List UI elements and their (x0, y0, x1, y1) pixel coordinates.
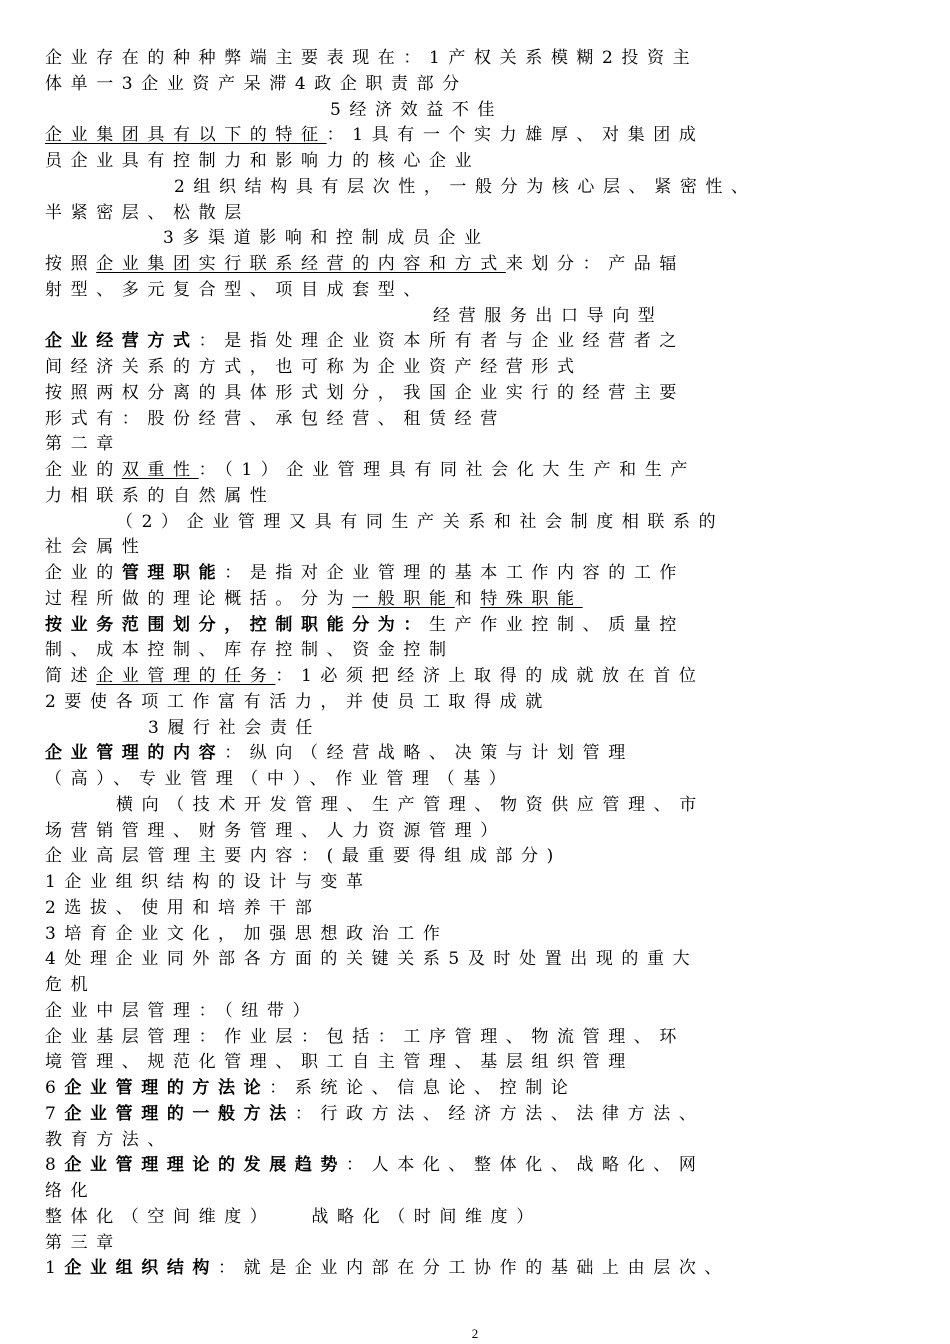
text-line (45, 459, 696, 481)
text-line (45, 1154, 704, 1176)
text-line (45, 742, 634, 764)
chapter-heading: 第二章 (45, 434, 122, 454)
text-line: 射型、多元复合型、项目成套型、 (45, 280, 429, 300)
text-line: 企业基层管理：作业层：包括：工序管理、物流管理、环 (45, 1027, 685, 1047)
page-number: 2 (471, 1326, 479, 1341)
line-text: 7 (45, 1104, 65, 1124)
text-line (45, 588, 583, 610)
text-line (45, 1257, 730, 1279)
line-text: 简述 (45, 666, 97, 686)
text-line: 企业高层管理主要内容：(最重要得组成部分) (45, 846, 562, 866)
underlined-term: 双重性 (121, 460, 199, 480)
line-text: ：就是企业内部在分工协作的基础上由层次、 (218, 1258, 731, 1278)
text-line: 危机 (45, 975, 97, 995)
text-line: 教育方法、 (45, 1130, 173, 1150)
text-line: 3履行社会责任 (148, 718, 322, 738)
bold-term: 企业管理的方法论 (64, 1078, 270, 1098)
line-text: ：1具有一个实力雄厚、对集团成 (326, 125, 705, 145)
line-text: 来划分：产品辐 (505, 254, 686, 274)
text-line (45, 124, 704, 146)
line-text: 企业的 (45, 563, 122, 583)
text-line: 2组织结构具有层次性，一般分为核心层、紧密性、 (174, 177, 757, 197)
text-line (45, 562, 685, 584)
text-line (45, 665, 704, 687)
text-line (45, 253, 685, 275)
text-line: 络化 (45, 1181, 97, 1201)
text-line: 5经济效益不佳 (330, 100, 504, 120)
bold-term: 管理职能 (121, 563, 225, 583)
text-line: 企业存在的种种弊端主要表现在：1产权关系模糊2投资主 (45, 48, 699, 68)
line-text: ：人本化、整体化、战略化、网 (346, 1155, 705, 1175)
line-text: ：是指对企业管理的基本工作内容的工作 (224, 563, 686, 583)
line-text: 过程所做的理论概括。分为 (45, 589, 353, 609)
text-line: 半紧密层、松散层 (45, 203, 250, 223)
chapter-heading: 第三章 (45, 1233, 122, 1253)
text-line (45, 330, 685, 352)
line-text: 整体化（空间维度） (45, 1207, 276, 1227)
text-line: 形式有：股份经营、承包经营、租赁经营 (45, 409, 506, 429)
underlined-term: 企业集团具有以下的特征 (45, 125, 327, 145)
text-line (45, 1103, 704, 1125)
text-line: 体单一3企业资产呆滞4政企职责部分 (45, 74, 468, 94)
bold-term: 企业管理的一般方法 (64, 1104, 295, 1124)
bold-term: 企业经营方式 (45, 331, 199, 351)
text-line: 制、成本控制、库存控制、资金控制 (45, 640, 455, 660)
text-line: 2选拔、使用和培养干部 (45, 898, 321, 918)
line-text: ：（1）企业管理具有同社会化大生产和生产 (198, 460, 696, 480)
text-line: 企业中层管理：（纽带） (45, 1001, 319, 1021)
line-text: 企业的 (45, 460, 122, 480)
text-line: 间经济关系的方式，也可称为企业资产经营形式 (45, 357, 583, 377)
line-text: 6 (45, 1078, 65, 1098)
line-text: ：纵向（经营战略、决策与计划管理 (224, 743, 634, 763)
line-text: 8 (45, 1155, 65, 1175)
text-line: 横向（技术开发管理、生产管理、物资供应管理、市 (116, 795, 705, 815)
text-line: （2）企业管理又具有同生产关系和社会制度相联系的 (116, 512, 725, 532)
underlined-term: 企业管理的任务 (96, 666, 276, 686)
text-line: 3培育企业文化，加强思想政治工作 (45, 924, 449, 944)
underlined-term: 特殊职能 (480, 589, 583, 609)
text-line: 境管理、规范化管理、职工自主管理、基层组织管理 (45, 1052, 634, 1072)
line-text: 和 (454, 589, 481, 609)
text-line: 社会属性 (45, 537, 148, 557)
bold-term: 企业管理理论的发展趋势 (64, 1155, 347, 1175)
text-line: 1企业组织结构的设计与变革 (45, 872, 372, 892)
line-text: 生产作业控制、质量控 (429, 615, 685, 635)
line-text: 1 (45, 1258, 65, 1278)
text-line: 3多渠道影响和控制成员企业 (163, 228, 490, 248)
text-line (45, 1206, 542, 1228)
line-text: 按照 (45, 254, 97, 274)
line-text: ：1必须把经济上取得的成就放在首位 (275, 666, 705, 686)
text-line: 按照两权分离的具体形式划分，我国企业实行的经营主要 (45, 383, 685, 403)
line-text: 战略化（时间维度） (311, 1207, 542, 1227)
text-line: （高）、专业管理（中）、作业管理（基） (45, 769, 515, 789)
text-line: 经营服务出口导向型 (433, 306, 664, 326)
text-line: 员企业具有控制力和影响力的核心企业 (45, 151, 481, 171)
bold-term: 按业务范围划分，控制职能分为： (45, 615, 429, 635)
text-line: 2要使各项工作富有活力，并使员工取得成就 (45, 692, 551, 712)
text-line: 场营销管理、财务管理、人力资源管理） (45, 821, 506, 841)
bold-term: 企业组织结构 (64, 1258, 219, 1278)
line-text: ：行政方法、经济方法、法律方法、 (294, 1104, 705, 1124)
bold-term: 企业管理的内容 (45, 743, 225, 763)
underlined-term: 一般职能 (352, 589, 455, 609)
text-line: 力相联系的自然属性 (45, 486, 276, 506)
underlined-term: 企业集团实行联系经营的内容和方式 (96, 254, 506, 274)
text-line (45, 1077, 576, 1099)
text-line: 4处理企业同外部各方面的关键关系5及时处置出现的重大 (45, 949, 699, 969)
text-line (45, 614, 685, 636)
line-text: ：是指处理企业资本所有者与企业经营者之 (198, 331, 686, 351)
line-text: ：系统论、信息论、控制论 (269, 1078, 577, 1098)
